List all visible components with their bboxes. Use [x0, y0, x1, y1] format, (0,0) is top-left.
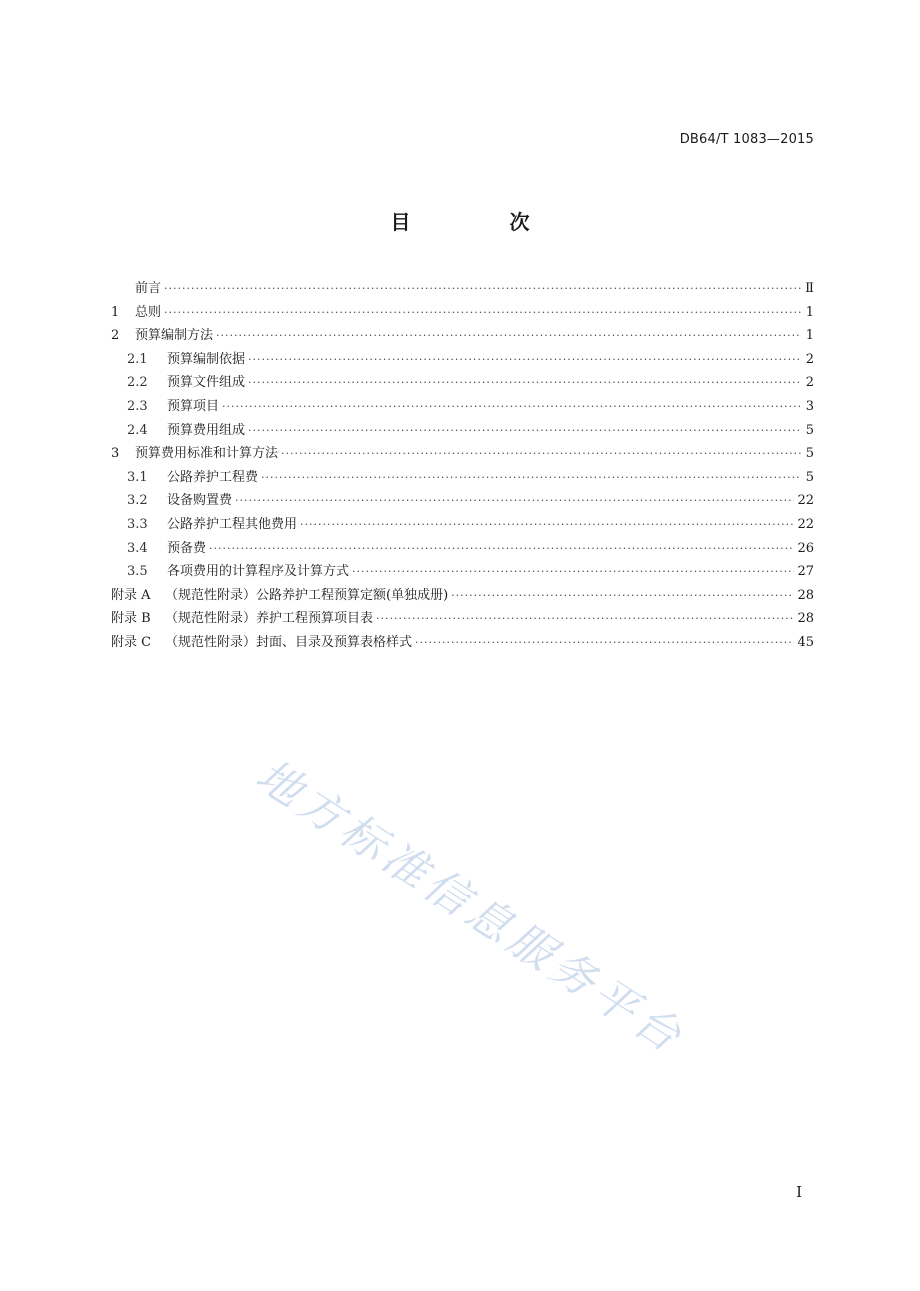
toc-entry[interactable]: [111, 607, 814, 631]
toc-entry[interactable]: [111, 395, 814, 419]
toc-entry-page: 3: [805, 398, 814, 414]
toc-entry-label: 预算项目: [167, 398, 220, 414]
toc-entry-label: 预算编制方法: [135, 328, 214, 344]
toc-entry[interactable]: [111, 489, 814, 513]
toc-entry[interactable]: [111, 324, 814, 348]
toc-entry-label: （规范性附录）养护工程预算项目表: [165, 611, 374, 627]
page-title: 目 次: [390, 210, 576, 234]
toc-leader-dots: [248, 353, 801, 366]
toc-entry-number: 附录 C: [111, 634, 152, 650]
toc-entry-number: 附录 A: [111, 587, 151, 603]
toc-leader-dots: [352, 565, 794, 578]
toc-entry-page: 1: [805, 328, 814, 344]
toc-entry-number: 3.3: [127, 516, 148, 532]
watermark: 地方标准信息服务平台: [246, 749, 694, 1065]
toc-leader-dots: [248, 424, 801, 437]
toc-entry-number: 3: [111, 446, 120, 462]
toc-entry-page: 1: [805, 304, 814, 320]
toc-entry[interactable]: [111, 371, 814, 395]
toc-leader-dots: [376, 612, 794, 625]
toc-leader-dots: [209, 542, 794, 555]
toc-entry-number: 3.1: [127, 469, 148, 485]
toc-entry-label: 预算费用组成: [167, 422, 246, 438]
toc-leader-dots: [281, 447, 801, 460]
toc-entry-page: 45: [797, 634, 814, 650]
toc-leader-dots: [164, 306, 801, 319]
toc-entry[interactable]: [111, 301, 814, 325]
toc-leader-dots: [235, 494, 794, 507]
toc-leader-dots: [300, 518, 794, 531]
toc-entry[interactable]: [111, 466, 814, 490]
toc-entry-number: 2.3: [127, 398, 148, 414]
toc-entry[interactable]: [111, 419, 814, 443]
toc-leader-dots: [248, 376, 801, 389]
toc-entry-number: 3.5: [127, 564, 148, 580]
toc-entry[interactable]: [111, 442, 814, 466]
toc-entry-page: 28: [797, 611, 814, 627]
toc-entry-number: 3.2: [127, 493, 148, 509]
toc-entry-number: 附录 B: [111, 611, 151, 627]
toc-entry-page: 22: [797, 493, 814, 509]
toc-leader-dots: [261, 471, 801, 484]
toc-entry-label: 公路养护工程费: [167, 469, 259, 485]
toc-entry-label: 预算编制依据: [167, 351, 246, 367]
toc-entry[interactable]: [111, 631, 814, 655]
toc-entry[interactable]: [111, 537, 814, 561]
toc-entry-label: （规范性附录）公路养护工程预算定额(单独成册): [165, 587, 449, 603]
toc-entry-label: 设备购置费: [167, 493, 233, 509]
toc-entry-number: 2: [111, 328, 120, 344]
toc-entry[interactable]: [111, 348, 814, 372]
toc-entry-page: 28: [797, 587, 814, 603]
toc-entry-page: 5: [805, 469, 814, 485]
toc-entry-page: 27: [797, 564, 814, 580]
toc-entry-page: 5: [805, 422, 814, 438]
toc-entry[interactable]: [111, 584, 814, 608]
toc-entry[interactable]: [111, 560, 814, 584]
toc-entry-label: 预算费用标准和计算方法: [135, 446, 279, 462]
toc-entry[interactable]: [111, 277, 814, 301]
toc-entry-label: 各项费用的计算程序及计算方式: [167, 564, 350, 580]
toc-entry-label: 公路养护工程其他费用: [167, 516, 298, 532]
toc-leader-dots: [451, 589, 794, 602]
toc-leader-dots: [216, 329, 801, 342]
toc-leader-dots: [222, 400, 801, 413]
toc-leader-dots: [415, 636, 794, 649]
toc-entry-page: 2: [805, 351, 814, 367]
page-number: I: [796, 1183, 802, 1201]
toc-entry-number: 2.2: [127, 375, 148, 391]
toc-entry-label: （规范性附录）封面、目录及预算表格样式: [165, 634, 413, 650]
toc-leader-dots: [164, 282, 801, 295]
toc-entry-number: 1: [111, 304, 120, 320]
toc-entry-number: 3.4: [127, 540, 148, 556]
toc-entry-label: 前言: [135, 281, 162, 296]
toc-entry-page: Ⅱ: [805, 281, 814, 296]
toc-entry-number: 2.4: [127, 422, 148, 438]
toc-entry-label: 预备费: [167, 540, 207, 556]
toc-entry-number: 2.1: [127, 351, 148, 367]
toc-entry-page: 26: [797, 540, 814, 556]
toc-entry[interactable]: [111, 513, 814, 537]
table-of-contents: [111, 277, 814, 655]
toc-entry-label: 总则: [135, 304, 162, 320]
toc-entry-page: 22: [797, 516, 814, 532]
toc-entry-page: 2: [805, 375, 814, 391]
toc-entry-page: 5: [805, 446, 814, 462]
standard-code: DB64/T 1083—2015: [679, 132, 814, 147]
toc-entry-label: 预算文件组成: [167, 375, 246, 391]
